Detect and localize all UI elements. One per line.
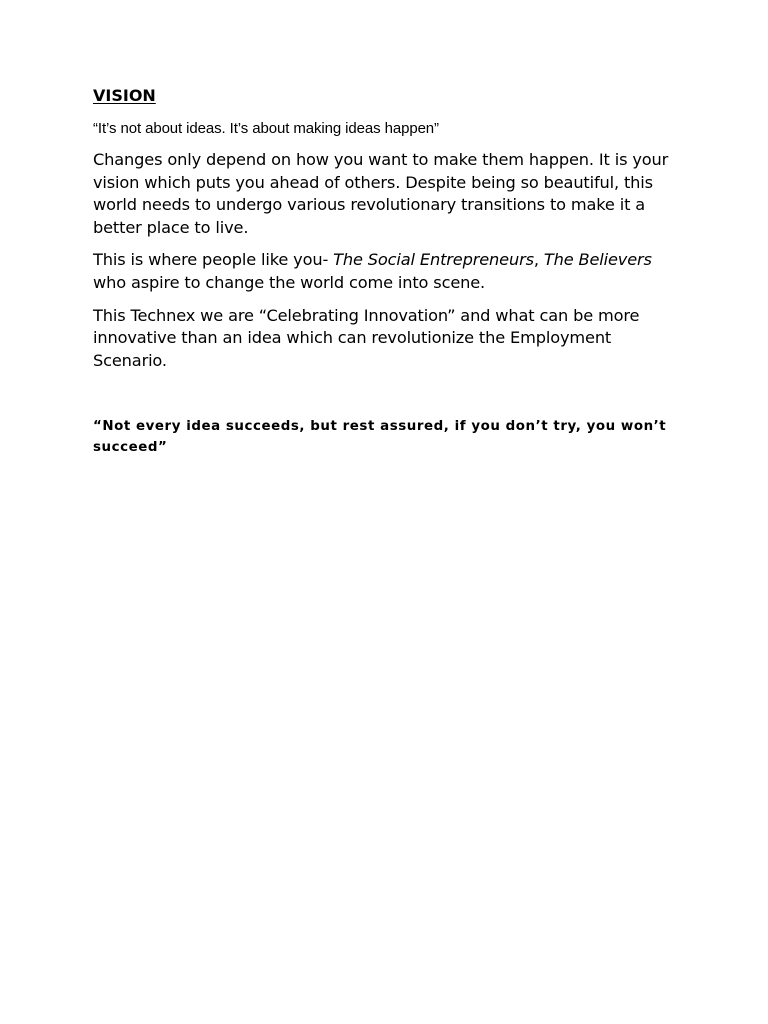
paragraph-celebrating-innovation: This Technex we are “Celebrating Innovation” and what can be more innovative than an idea which can revolutionize the Employment Scenario. (93, 305, 640, 370)
paragraph-social-entrepreneurs (93, 249, 683, 294)
paragraph-changes: Changes only depend on how you want to make them happen. It is your vision which puts you ahead of others. Despite being so beautiful, this world needs to undergo various revolutionary transitions to make it a better place to live. (93, 150, 669, 237)
paragraph-text: This is where people like you- (93, 250, 334, 270)
document-page (93, 86, 683, 458)
closing-quote: “Not every idea succeeds, but rest assured, if you don’t try, you won’t succeed” (93, 419, 667, 456)
italic-phrase-social-entrepreneurs: The Social Entrepreneurs (333, 250, 534, 270)
opening-quote: “It’s not about ideas. It’s about making ideas happen” (93, 120, 439, 137)
italic-phrase-believers: The Believers (543, 250, 652, 270)
section-heading: VISION (93, 86, 156, 105)
paragraph-text: who aspire to change the world come into scene. (93, 272, 486, 292)
paragraph-text: , (533, 250, 544, 270)
